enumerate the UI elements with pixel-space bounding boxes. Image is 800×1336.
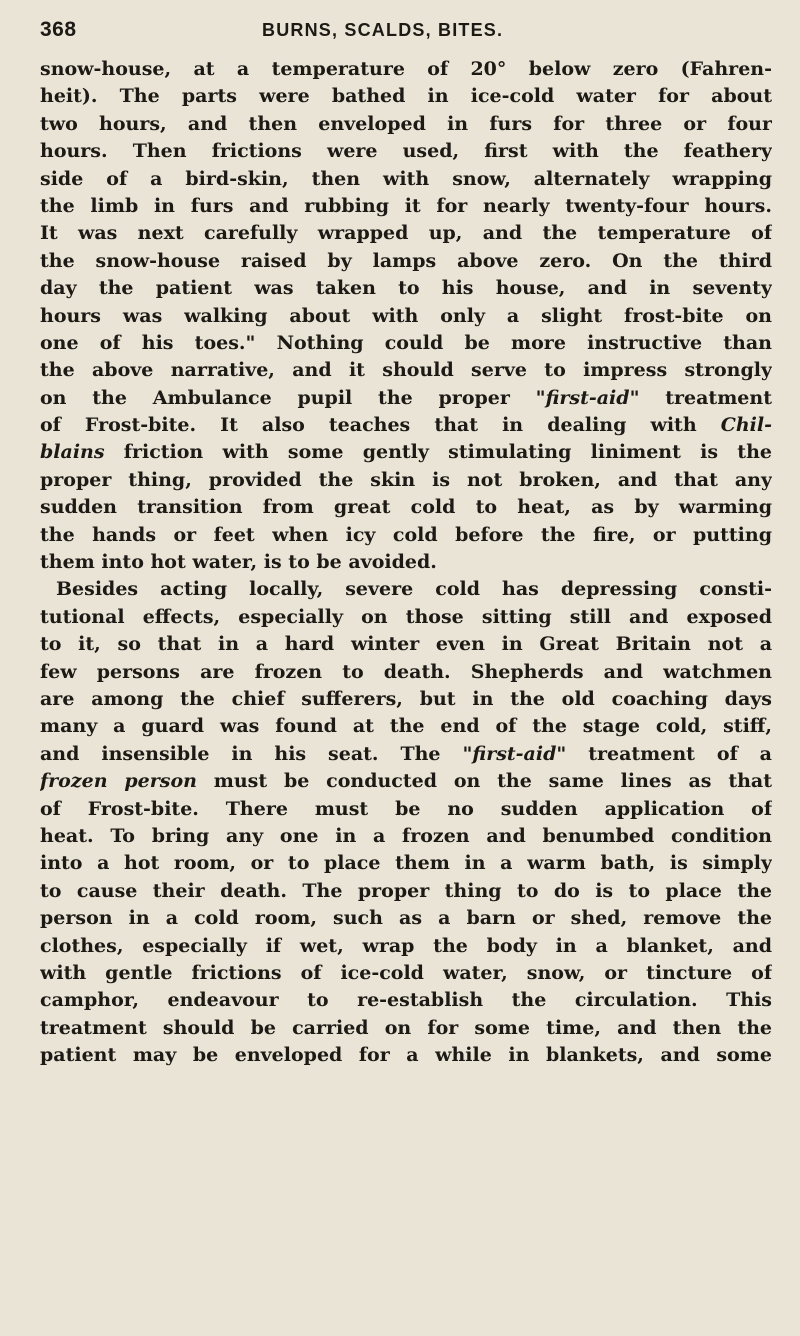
- text-line: person in a cold room, such as a barn or shed, remove the: [40, 907, 772, 930]
- text-line: clothes, especially if wet, wrap the body in a blanket, and: [40, 934, 772, 957]
- text-line: into a hot room, or to place them in a warm bath, is simply: [40, 852, 772, 875]
- running-header: [40, 12, 772, 46]
- text-line: the limb in furs and rubbing it for nearly twenty-four hours.: [40, 194, 772, 217]
- text-line: side of a bird-skin, then with snow, alternately wrapping: [40, 167, 772, 190]
- text-line: one of his toes." Nothing could be more instructive than: [40, 331, 772, 354]
- italic-phrase: Chil-: [720, 414, 772, 437]
- text-line: the hands or feet when icy cold before the fire, or putting: [40, 523, 772, 546]
- text-line: on the Ambulance pupil the proper "first-aid" treatment: [40, 386, 772, 409]
- text-line: to it, so that in a hard winter even in Great Britain not a: [40, 633, 772, 656]
- text-line: frozen person must be conducted on the same lines as that: [40, 770, 772, 793]
- italic-phrase: blains: [40, 441, 105, 464]
- text-line: of Frost-bite. It also teaches that in dealing with Chil-: [40, 414, 772, 437]
- text-line: day the patient was taken to his house, and in seventy: [40, 277, 772, 300]
- text-line: sudden transition from great cold to heat, as by warming: [40, 496, 772, 519]
- text-line: tutional effects, especially on those sitting still and exposed: [40, 605, 772, 628]
- text-line: of Frost-bite. There must be no sudden application of: [40, 797, 772, 820]
- text-line: them into hot water, is to be avoided.: [40, 551, 437, 574]
- text-line: heat. To bring any one in a frozen and benumbed condition: [40, 824, 772, 847]
- text-line: patient may be enveloped for a while in blankets, and some: [40, 1044, 772, 1067]
- text-line: hours was walking about with only a slight frost-bite on: [40, 304, 772, 327]
- text-line: few persons are frozen to death. Shepherds and watchmen: [40, 660, 772, 683]
- text-line: snow-house, at a temperature of 20° below zero (Fahren-: [40, 58, 772, 80]
- text-line: two hours, and then enveloped in furs for three or four: [40, 112, 772, 135]
- text-line: proper thing, provided the skin is not broken, and that any: [40, 468, 772, 491]
- italic-phrase: frozen person: [40, 770, 197, 793]
- text-line: heit). The parts were bathed in ice-cold water for about: [40, 85, 772, 108]
- text-line: with gentle frictions of ice-cold water, snow, or tincture of: [40, 961, 772, 984]
- text-line: the above narrative, and it should serve to impress strongly: [40, 359, 772, 382]
- body-text: [40, 56, 772, 1069]
- text-line: and insensible in his seat. The "first-aid" treatment of a: [40, 742, 772, 765]
- page-number: 368: [40, 18, 77, 41]
- text-line: many a guard was found at the end of the stage cold, stiff,: [40, 715, 772, 738]
- text-line: the snow-house raised by lamps above zero. On the third: [40, 249, 772, 272]
- text-line: camphor, endeavour to re-establish the circulation. This: [40, 989, 772, 1012]
- text-line: hours. Then frictions were used, first with the feathery: [40, 140, 772, 163]
- italic-phrase: first-aid: [545, 386, 630, 409]
- text-line: It was next carefully wrapped up, and the temperature of: [40, 222, 772, 245]
- text-line: treatment should be carried on for some time, and then the: [40, 1016, 772, 1039]
- running-title: BURNS, SCALDS, BITES.: [262, 20, 504, 40]
- text-line: Besides acting locally, severe cold has depressing consti-: [56, 578, 772, 601]
- text-line: are among the chief sufferers, but in the old coaching days: [40, 687, 772, 710]
- text-line: blains friction with some gently stimulating liniment is the: [40, 441, 772, 464]
- italic-phrase: first-aid: [472, 742, 557, 765]
- text-line: to cause their death. The proper thing to do is to place the: [40, 879, 772, 902]
